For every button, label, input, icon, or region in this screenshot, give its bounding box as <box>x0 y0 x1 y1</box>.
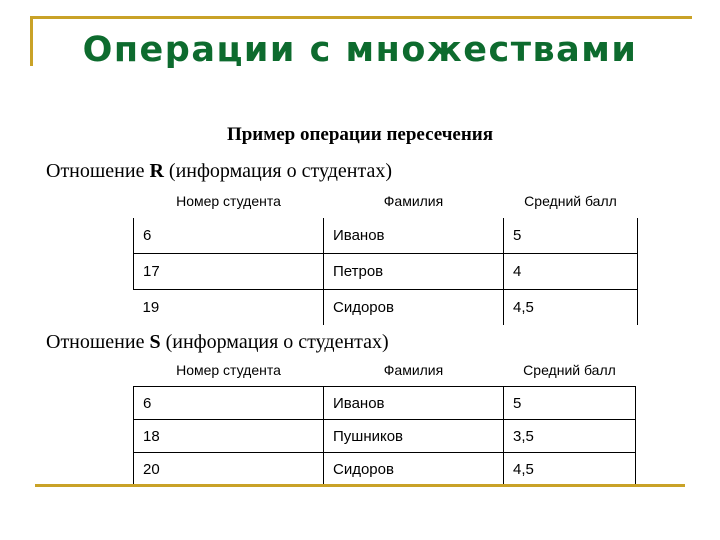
cell-surname: Иванов <box>324 218 504 254</box>
relation-name: R <box>149 160 164 182</box>
cell-average-grade: 5 <box>504 218 638 254</box>
relation-s-table <box>133 354 636 486</box>
slide-subtitle: Пример операции пересечения <box>226 124 494 145</box>
bottom-accent-line <box>35 484 685 487</box>
table-header-row <box>134 354 636 387</box>
header-student-number: Номер студента <box>134 354 324 387</box>
header-surname: Фамилия <box>324 354 504 387</box>
header-student-number: Номер студента <box>176 192 281 209</box>
table-header-row <box>134 183 638 218</box>
cell-student-number: 20 <box>134 453 324 486</box>
relation-s-caption <box>46 331 389 354</box>
cell-student-number: 17 <box>134 254 324 290</box>
table-row <box>134 254 638 290</box>
caption-prefix: Отношение <box>46 331 150 353</box>
caption-suffix: (информация о студентах) <box>160 331 389 353</box>
cell-surname: Сидоров <box>324 453 504 486</box>
relation-r-caption <box>46 160 392 183</box>
relation-name: S <box>149 331 161 353</box>
cell-average-grade: 3,5 <box>504 420 636 453</box>
slide-title: Операции с множествами <box>82 30 638 70</box>
table-row <box>134 218 638 254</box>
cell-surname: Пушников <box>324 420 504 453</box>
table-row <box>134 420 636 453</box>
table-row <box>134 290 638 326</box>
header-average-grade: Средний балл <box>504 354 636 387</box>
table-row <box>134 453 636 486</box>
cell-surname: Сидоров <box>324 290 504 326</box>
cell-average-grade: 5 <box>504 387 636 420</box>
cell-student-number: 6 <box>134 387 324 420</box>
table-row <box>134 387 636 420</box>
cell-average-grade: 4,5 <box>504 290 638 326</box>
top-accent-line <box>30 16 692 19</box>
header-surname: Фамилия <box>383 192 444 209</box>
caption-prefix: Отношение <box>46 160 150 182</box>
relation-r-table <box>133 183 638 325</box>
caption-suffix: (информация о студентах) <box>163 160 393 182</box>
header-average-grade: Средний балл <box>524 192 617 209</box>
cell-average-grade: 4,5 <box>504 453 636 486</box>
cell-student-number: 19 <box>134 290 324 326</box>
cell-surname: Петров <box>324 254 504 290</box>
cell-student-number: 18 <box>134 420 324 453</box>
cell-student-number: 6 <box>134 218 324 254</box>
cell-surname: Иванов <box>324 387 504 420</box>
cell-average-grade: 4 <box>504 254 638 290</box>
